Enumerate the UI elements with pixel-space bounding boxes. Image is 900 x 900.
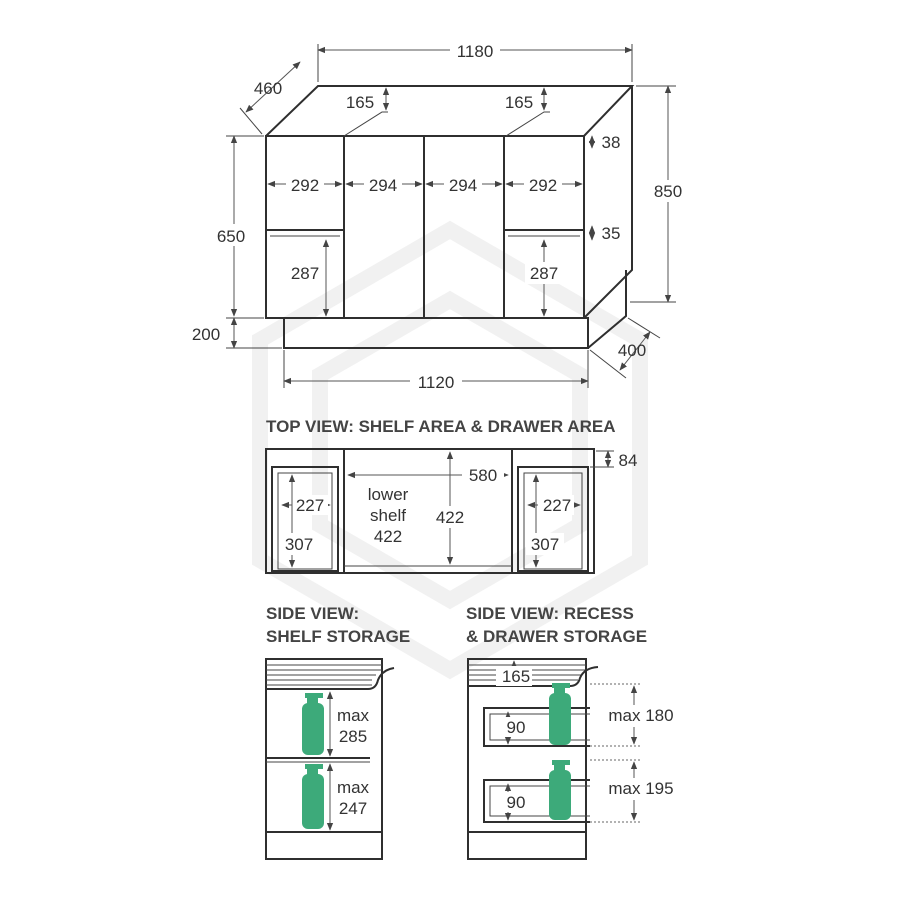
- dim-drawer-top-width-left: 227: [295, 496, 325, 515]
- dim-recess: 165: [501, 667, 531, 686]
- side-shelf-top-hatch: [266, 665, 382, 685]
- shelf-label-line2: shelf: [370, 506, 406, 525]
- top-view-drawer-left: [272, 467, 338, 571]
- dim-drawer-width-left: 292: [290, 176, 320, 195]
- dim-lower-drawer-height: 90: [506, 793, 526, 812]
- dim-drawer-height-right: 287: [529, 264, 559, 283]
- side-shelf-upper-max-label: max: [336, 706, 370, 725]
- cabinet-top: [266, 86, 632, 136]
- bottle-icon: [549, 683, 571, 745]
- dim-shelf-depth: 422: [435, 508, 465, 527]
- dim-drawer-top-gap: 38: [601, 133, 621, 152]
- dim-recess-left: 165: [345, 93, 375, 112]
- side-shelf-lower-max-label: max: [336, 778, 370, 797]
- side-view-drawer: [466, 604, 678, 859]
- side-shelf-upper-max-value: 285: [338, 727, 368, 746]
- recess-line-left: [344, 112, 388, 136]
- bottle-icon: [549, 760, 571, 820]
- top-view-heading: TOP VIEW: SHELF AREA & DRAWER AREA: [266, 417, 616, 436]
- side-drawer-outline: [468, 659, 586, 859]
- dim-body-height: 650: [216, 227, 246, 246]
- dim-drawer-top-depth-right: 307: [530, 535, 560, 554]
- dim-drawer-top-depth-left: 307: [284, 535, 314, 554]
- dim-plinth-width: 1120: [417, 373, 455, 392]
- dim-shelf-width: 580: [468, 466, 498, 485]
- bottle-icon: [302, 693, 324, 755]
- dim-depth-top: 460: [253, 79, 283, 98]
- side-shelf-heading-1: SIDE VIEW:: [266, 604, 360, 623]
- dim-top-width: 1180: [456, 42, 494, 61]
- recess-line-right: [506, 112, 550, 136]
- dim-total-height: 850: [653, 182, 683, 201]
- plinth: [284, 318, 588, 348]
- dim-plinth-height: 200: [191, 325, 221, 344]
- dim-upper-drawer-height: 90: [506, 718, 526, 737]
- dim-drawer-width-right: 292: [528, 176, 558, 195]
- bottle-icon: [302, 764, 324, 829]
- side-drawer-heading-1: SIDE VIEW: RECESS: [466, 604, 634, 623]
- dim-back-gap: 84: [618, 451, 638, 470]
- shelf-label-line3: 422: [373, 527, 403, 546]
- dim-upper-max: max 180: [608, 706, 674, 725]
- dim-door-width-right: 294: [448, 176, 478, 195]
- dim-drawer-height-left: 287: [290, 264, 320, 283]
- side-shelf-heading-2: SHELF STORAGE: [266, 627, 411, 646]
- dim-plinth-depth: 400: [617, 341, 647, 360]
- cabinet-side: [584, 86, 632, 318]
- dim-drawer-gap: 35: [601, 224, 621, 243]
- side-shelf-lower-max-value: 247: [338, 799, 368, 818]
- side-view-shelf: [266, 604, 410, 859]
- dim-recess-right: 165: [504, 93, 534, 112]
- dim-door-width-left: 294: [368, 176, 398, 195]
- shelf-label-line1: lower: [367, 485, 409, 504]
- dim-lower-max: max 195: [608, 779, 674, 798]
- side-drawer-heading-2: & DRAWER STORAGE: [466, 627, 648, 646]
- dim-drawer-top-width-right: 227: [542, 496, 572, 515]
